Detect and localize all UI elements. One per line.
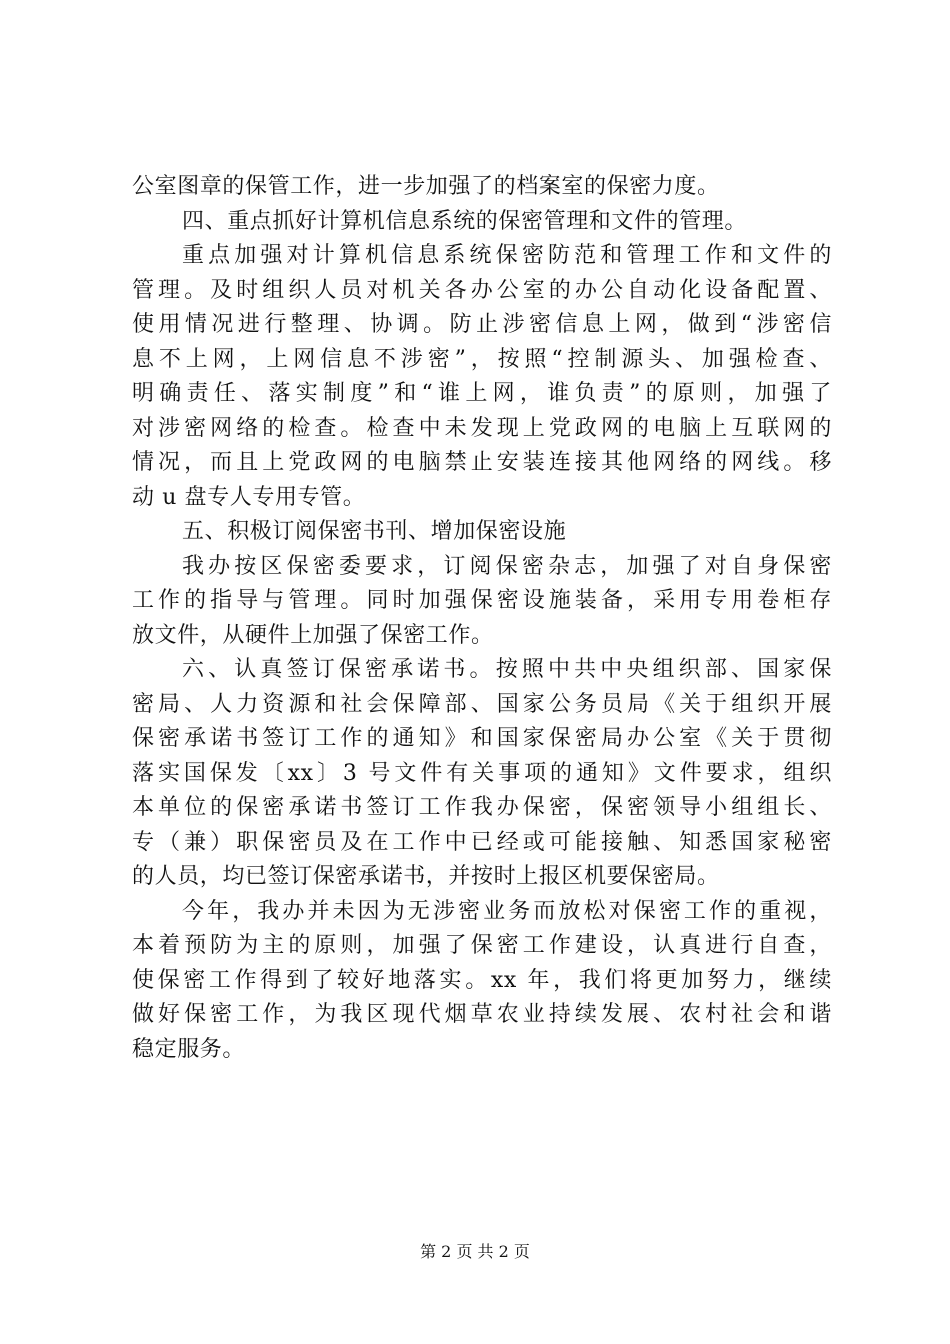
text-line: 我办按区保密委要求，订阅保密杂志，加强了对自身保密	[182, 553, 832, 579]
text-line: 放文件，从硬件上加强了保密工作。	[132, 622, 494, 648]
text-line: 息不上网，上网信息不涉密”，按照“控制源头、加强检查、	[132, 346, 832, 372]
page-footer	[0, 1240, 950, 1264]
text-line: 动 u 盘专人专用专管。	[132, 484, 366, 510]
text-line: 的人员，均已签订保密承诺书，并按时上报区机要保密局。	[132, 864, 720, 889]
text-line: 公室图章的保管工作，进一步加强了的档案室的保密力度。	[132, 174, 720, 199]
text-line: 情况，而且上党政网的电脑禁止安装连接其他网络的网线。移	[132, 450, 832, 475]
text-line: 使用情况进行整理、协调。防止涉密信息上网，做到“涉密信	[132, 312, 832, 337]
text-line: 稳定服务。	[132, 1036, 246, 1062]
text-line: 重点加强对计算机信息系统保密防范和管理工作和文件的	[182, 243, 832, 268]
page-number: 第 2 页 共 2 页	[420, 1242, 530, 1261]
section-heading: 五、积极订阅保密书刊、增加保密设施	[182, 519, 567, 544]
text-line: 管理。及时组织人员对机关各办公室的办公自动化设备配置、	[132, 277, 832, 303]
text-line: 对涉密网络的检查。检查中未发现上党政网的电脑上互联网的	[132, 415, 832, 441]
text-line: 落实国保发〔xx〕3 号文件有关事项的通知》文件要求，组织	[132, 760, 832, 786]
text-line: 今年，我办并未因为无涉密业务而放松对保密工作的重视，	[182, 898, 832, 924]
text-line: 使保密工作得到了较好地落实。xx 年，我们将更加努力，继续	[132, 967, 832, 993]
text-line: 本着预防为主的原则，加强了保密工作建设，认真进行自查，	[132, 933, 832, 958]
text-line: 本单位的保密承诺书签订工作我办保密，保密领导小组组长、	[132, 795, 832, 820]
section-heading: 六、认真签订保密承诺书。按照中共中央组织部、国家保	[182, 657, 832, 682]
text-line: 工作的指导与管理。同时加强保密设施装备，采用专用卷柜存	[132, 588, 832, 613]
text-line: 密局、人力资源和社会保障部、国家公务员局《关于组织开展	[132, 691, 832, 717]
text-line: 明确责任、落实制度”和“谁上网，谁负责”的原则，加强了	[132, 381, 832, 406]
text-line: 专（兼）职保密员及在工作中已经或可能接触、知悉国家秘密	[132, 829, 832, 855]
text-line: 做好保密工作，为我区现代烟草农业持续发展、农村社会和谐	[132, 1002, 832, 1027]
document-body	[132, 170, 832, 1067]
text-line: 保密承诺书签订工作的通知》和国家保密局办公室《关于贯彻	[132, 726, 832, 751]
section-heading: 四、重点抓好计算机信息系统的保密管理和文件的管理。	[182, 208, 748, 234]
